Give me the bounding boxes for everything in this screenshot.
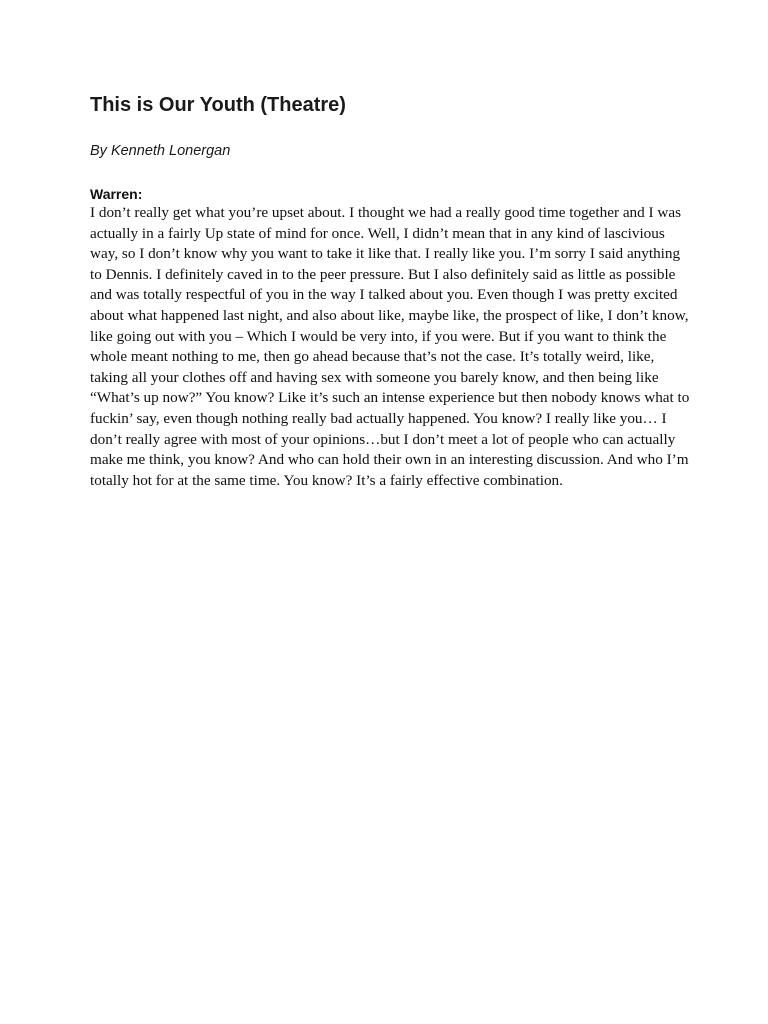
document-page <box>90 92 690 491</box>
monologue-text: I don’t really get what you’re upset about. I thought we had a really good time together and I was actually in a fairly Up state of mind for once. Well, I didn’t mean that in any kind of lascivious way, so I don’t know why you want to take it like that. I really like you. I’m sorry I said anything to Dennis. I definitely caved in to the peer pressure. But I also definitely said as little as possible and was totally respectful of you in the way I talked about you. Even though I was pretty excited about what happened last night, and also about like, maybe like, the prospect of like, I don’t know, like going out with you – Which I would be very into, if you were. But if you want to think the whole meant nothing to me, then go ahead because that’s not the case. It’s totally weird, like, taking all your clothes off and having sex with someone you barely know, and then being like “What’s up now?” You know? Like it’s such an intense experience but then nobody knows what to fuckin’ say, even though nothing really bad actually happened. You know? I really like you… I don’t really agree with most of your opinions…but I don’t meet a lot of people who can actually make me think, you know? And who can hold their own in an interesting discussion. And who I’m totally hot for at the same time. You know? It’s a fairly effective combination. <box>90 204 690 489</box>
speaker-name: Warren: <box>90 186 143 202</box>
author-line: By Kenneth Lonergan <box>90 143 231 159</box>
document-title: This is Our Youth (Theatre) <box>90 94 346 116</box>
